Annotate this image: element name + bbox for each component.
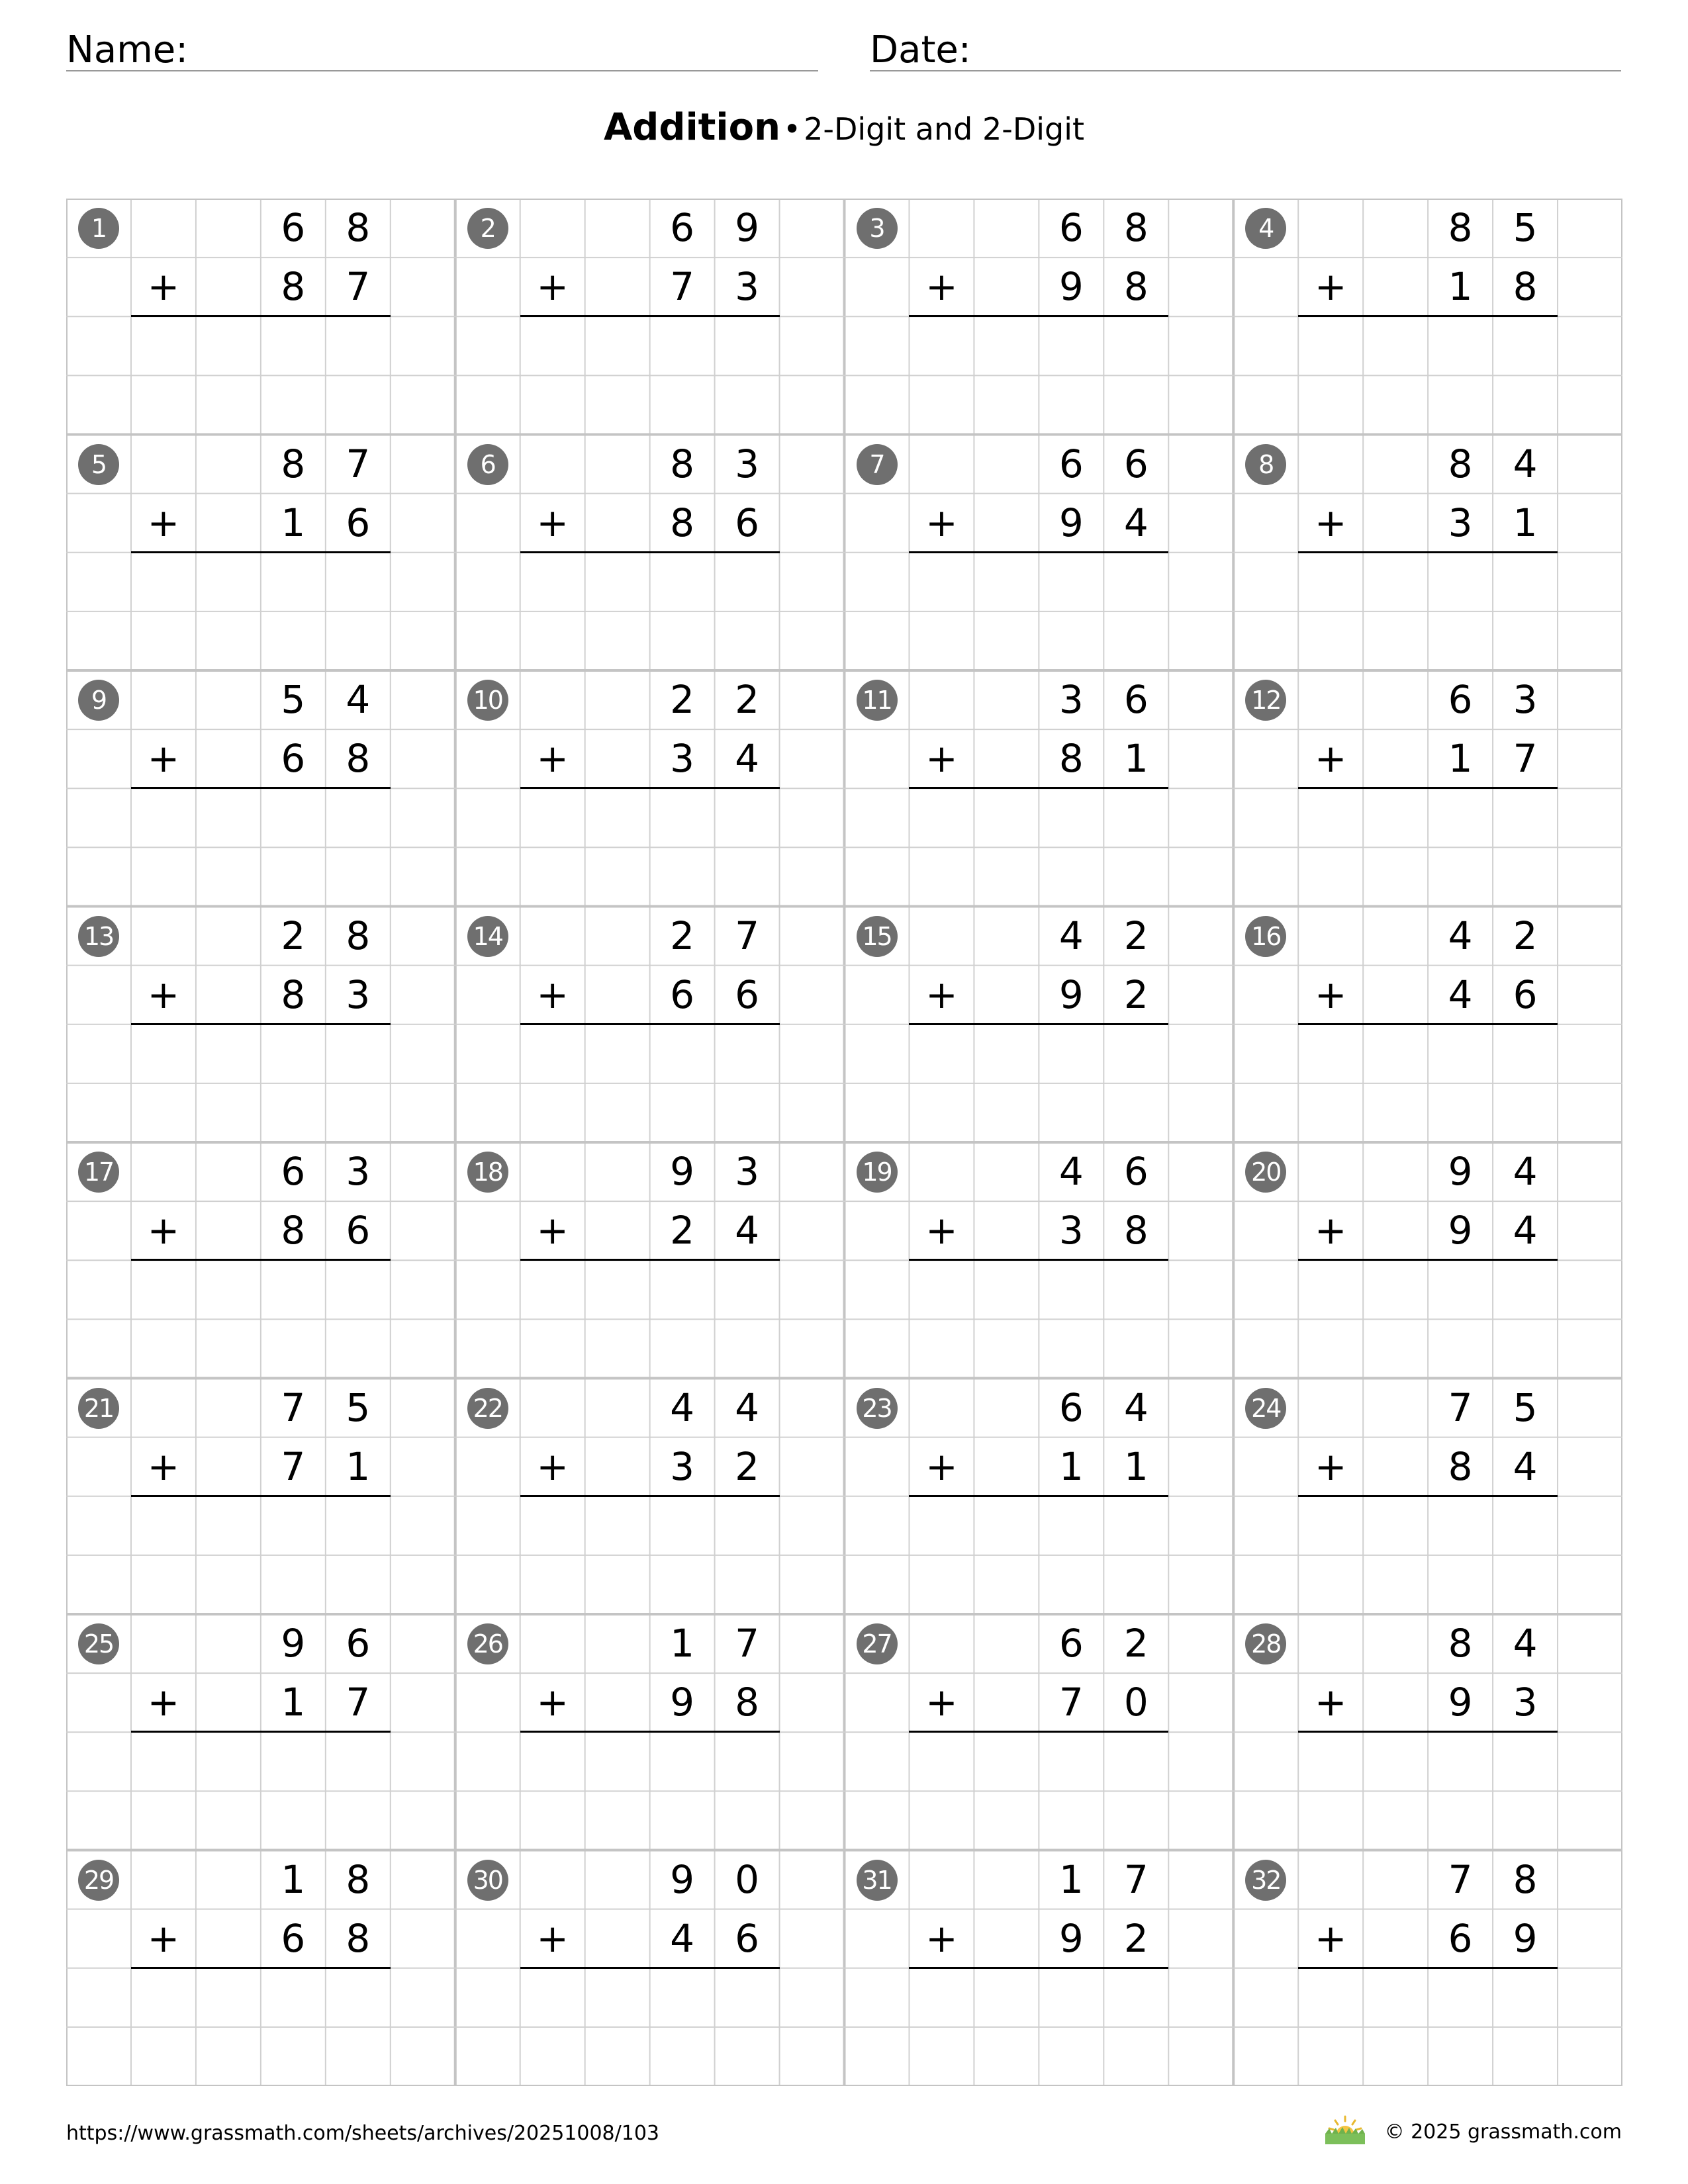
bottom-ones-digit: 6: [1513, 972, 1538, 1017]
problem-block: [66, 1850, 455, 2087]
top-ones-digit: 4: [346, 677, 371, 722]
answer-line: [909, 551, 1168, 553]
bottom-tens-digit: 7: [670, 264, 695, 310]
problem-number-badge: 9: [78, 680, 119, 721]
problem-block: [845, 670, 1234, 907]
bottom-tens-digit: 6: [670, 972, 695, 1017]
plus-sign: +: [147, 972, 180, 1017]
top-tens-digit: 1: [1058, 1856, 1084, 1902]
top-ones-digit: 6: [1123, 677, 1149, 722]
answer-line: [520, 1495, 780, 1497]
bottom-ones-digit: 1: [1123, 1443, 1149, 1489]
name-field[interactable]: [66, 25, 818, 71]
top-ones-digit: 6: [1123, 441, 1149, 486]
top-ones-digit: 4: [735, 1385, 759, 1430]
top-ones-digit: 7: [346, 441, 371, 486]
bottom-tens-digit: 9: [1058, 500, 1084, 545]
bottom-tens-digit: 9: [1058, 1915, 1084, 1961]
problem-number-badge: 5: [78, 444, 119, 485]
top-tens-digit: 6: [670, 205, 695, 250]
problem-number-badge: 8: [1245, 444, 1286, 485]
answer-line: [909, 1259, 1168, 1261]
problem-number-badge: 11: [857, 680, 898, 721]
top-tens-digit: 6: [1058, 1385, 1084, 1430]
title-main: Addition: [603, 106, 780, 149]
top-tens-digit: 4: [1448, 913, 1473, 958]
bottom-tens-digit: 7: [1058, 1680, 1084, 1725]
plus-sign: +: [536, 1680, 569, 1725]
top-ones-digit: 3: [1513, 677, 1538, 722]
top-tens-digit: 6: [1448, 677, 1473, 722]
top-tens-digit: 2: [281, 913, 306, 958]
plus-sign: +: [147, 500, 180, 545]
top-ones-digit: 4: [1513, 1149, 1538, 1194]
problem-block: [455, 1614, 845, 1850]
answer-line: [1298, 1023, 1558, 1025]
answer-line: [909, 1495, 1168, 1497]
problem-number-badge: 22: [467, 1388, 508, 1429]
top-tens-digit: 5: [281, 677, 306, 722]
problem-number-badge: 14: [467, 916, 508, 957]
answer-line: [909, 787, 1168, 789]
bottom-tens-digit: 6: [281, 1915, 306, 1961]
problem-number-badge: 12: [1245, 680, 1286, 721]
plus-sign: +: [536, 1915, 569, 1961]
problem-number-badge: 16: [1245, 916, 1286, 957]
top-ones-digit: 9: [735, 205, 759, 250]
plus-sign: +: [1314, 1443, 1347, 1489]
answer-line: [1298, 1967, 1558, 1969]
problem-number-badge: 1: [78, 208, 119, 249]
top-ones-digit: 5: [1513, 1385, 1538, 1430]
problem-block: [66, 435, 455, 671]
bottom-tens-digit: 3: [1448, 500, 1473, 545]
plus-sign: +: [925, 1208, 958, 1253]
problem-block: [455, 1850, 845, 2087]
answer-line: [520, 787, 780, 789]
top-tens-digit: 9: [670, 1856, 695, 1902]
plus-sign: +: [536, 972, 569, 1017]
top-tens-digit: 1: [670, 1621, 695, 1666]
bottom-tens-digit: 9: [670, 1680, 695, 1725]
problem-block: [66, 1614, 455, 1850]
answer-line: [131, 787, 391, 789]
top-ones-digit: 8: [1123, 205, 1149, 250]
bottom-ones-digit: 7: [346, 264, 371, 310]
top-ones-digit: 8: [346, 913, 371, 958]
plus-sign: +: [925, 1915, 958, 1961]
problem-block: [1233, 199, 1622, 435]
problem-block: [66, 199, 455, 435]
bottom-ones-digit: 8: [1513, 264, 1538, 310]
answer-line: [131, 551, 391, 553]
top-ones-digit: 8: [346, 205, 371, 250]
problem-number-badge: 13: [78, 916, 119, 957]
answer-line: [131, 1495, 391, 1497]
problem-block: [455, 670, 845, 907]
top-tens-digit: 8: [281, 441, 306, 486]
top-tens-digit: 8: [1448, 205, 1473, 250]
answer-line: [131, 1259, 391, 1261]
top-tens-digit: 2: [670, 913, 695, 958]
top-ones-digit: 8: [1513, 1856, 1538, 1902]
top-ones-digit: 7: [1123, 1856, 1149, 1902]
bottom-ones-digit: 4: [1513, 1208, 1538, 1253]
problem-grid: [66, 199, 1622, 2086]
plus-sign: +: [536, 500, 569, 545]
problem-block: [845, 199, 1234, 435]
plus-sign: +: [536, 1443, 569, 1489]
problem-block: [455, 1379, 845, 1615]
problem-number-badge: 27: [857, 1623, 898, 1664]
plus-sign: +: [1314, 972, 1347, 1017]
top-tens-digit: 8: [670, 441, 695, 486]
bottom-tens-digit: 8: [1448, 1443, 1473, 1489]
plus-sign: +: [147, 1208, 180, 1253]
top-tens-digit: 6: [1058, 205, 1084, 250]
problem-number-badge: 25: [78, 1623, 119, 1664]
top-ones-digit: 2: [735, 677, 759, 722]
top-tens-digit: 8: [1448, 441, 1473, 486]
plus-sign: +: [1314, 736, 1347, 782]
problem-block: [1233, 907, 1622, 1143]
plus-sign: +: [147, 736, 180, 782]
footer-url: https://www.grassmath.com/sheets/archives/20251008/103: [66, 2122, 660, 2145]
answer-line: [1298, 551, 1558, 553]
problem-number-badge: 21: [78, 1388, 119, 1429]
bottom-ones-digit: 3: [735, 264, 759, 310]
top-tens-digit: 6: [1058, 441, 1084, 486]
problem-number-badge: 29: [78, 1860, 119, 1901]
top-ones-digit: 7: [735, 913, 759, 958]
top-ones-digit: 2: [1123, 913, 1149, 958]
top-tens-digit: 4: [1058, 913, 1084, 958]
bottom-tens-digit: 4: [1448, 972, 1473, 1017]
bottom-ones-digit: 6: [735, 1915, 759, 1961]
top-tens-digit: 9: [1448, 1149, 1473, 1194]
problem-block: [455, 907, 845, 1143]
problem-number-badge: 6: [467, 444, 508, 485]
bottom-ones-digit: 6: [735, 500, 759, 545]
top-ones-digit: 3: [346, 1149, 371, 1194]
bottom-tens-digit: 8: [1058, 736, 1084, 782]
top-ones-digit: 2: [1513, 913, 1538, 958]
top-ones-digit: 6: [1123, 1149, 1149, 1194]
bottom-ones-digit: 3: [1513, 1680, 1538, 1725]
problem-number-badge: 2: [467, 208, 508, 249]
problem-number-badge: 19: [857, 1152, 898, 1193]
answer-line: [909, 1967, 1168, 1969]
bottom-tens-digit: 2: [670, 1208, 695, 1253]
plus-sign: +: [536, 1208, 569, 1253]
top-ones-digit: 7: [735, 1621, 759, 1666]
top-ones-digit: 3: [735, 1149, 759, 1194]
plus-sign: +: [147, 1443, 180, 1489]
bottom-ones-digit: 8: [1123, 264, 1149, 310]
bottom-ones-digit: 1: [1123, 736, 1149, 782]
bottom-ones-digit: 1: [346, 1443, 371, 1489]
bottom-ones-digit: 9: [1513, 1915, 1538, 1961]
plus-sign: +: [147, 264, 180, 310]
bottom-tens-digit: 9: [1058, 972, 1084, 1017]
answer-line: [131, 1731, 391, 1733]
problem-block: [66, 1379, 455, 1615]
answer-line: [1298, 1731, 1558, 1733]
answer-line: [1298, 787, 1558, 789]
bottom-tens-digit: 6: [1448, 1915, 1473, 1961]
problem-block: [845, 907, 1234, 1143]
problem-block: [455, 1142, 845, 1379]
top-ones-digit: 4: [1123, 1385, 1149, 1430]
problem-number-badge: 23: [857, 1388, 898, 1429]
answer-line: [1298, 1259, 1558, 1261]
problem-number-badge: 32: [1245, 1860, 1286, 1901]
top-ones-digit: 4: [1513, 441, 1538, 486]
bottom-ones-digit: 8: [735, 1680, 759, 1725]
plus-sign: +: [925, 264, 958, 310]
top-ones-digit: 5: [1513, 205, 1538, 250]
answer-line: [520, 1967, 780, 1969]
top-ones-digit: 8: [346, 1856, 371, 1902]
answer-line: [909, 315, 1168, 317]
top-tens-digit: 6: [281, 205, 306, 250]
name-label: Name:: [66, 28, 189, 71]
top-ones-digit: 5: [346, 1385, 371, 1430]
plus-sign: +: [147, 1680, 180, 1725]
top-tens-digit: 7: [1448, 1856, 1473, 1902]
bottom-tens-digit: 1: [281, 1680, 306, 1725]
bottom-tens-digit: 3: [1058, 1208, 1084, 1253]
bottom-tens-digit: 6: [281, 736, 306, 782]
answer-line: [520, 1023, 780, 1025]
problem-block: [845, 1614, 1234, 1850]
top-tens-digit: 3: [1058, 677, 1084, 722]
plus-sign: +: [1314, 1208, 1347, 1253]
footer-brand: [1324, 2115, 1622, 2148]
footer-copyright: © 2025 grassmath.com: [1384, 2120, 1622, 2144]
plus-sign: +: [1314, 500, 1347, 545]
bottom-tens-digit: 8: [281, 972, 306, 1017]
problem-block: [845, 1379, 1234, 1615]
bottom-ones-digit: 7: [1513, 736, 1538, 782]
bottom-tens-digit: 9: [1448, 1680, 1473, 1725]
top-tens-digit: 8: [1448, 1621, 1473, 1666]
top-tens-digit: 6: [1058, 1621, 1084, 1666]
problem-number-badge: 17: [78, 1152, 119, 1193]
top-tens-digit: 2: [670, 677, 695, 722]
problem-block: [1233, 670, 1622, 907]
problem-number-badge: 30: [467, 1860, 508, 1901]
answer-line: [909, 1023, 1168, 1025]
answer-line: [131, 1967, 391, 1969]
top-ones-digit: 6: [346, 1621, 371, 1666]
grass-sun-logo-icon: [1324, 2115, 1366, 2149]
answer-line: [520, 1259, 780, 1261]
bottom-ones-digit: 4: [1123, 500, 1149, 545]
problem-number-badge: 28: [1245, 1623, 1286, 1664]
bottom-ones-digit: 3: [346, 972, 371, 1017]
answer-line: [520, 1731, 780, 1733]
problem-number-badge: 26: [467, 1623, 508, 1664]
top-tens-digit: 6: [281, 1149, 306, 1194]
problem-block: [66, 907, 455, 1143]
worksheet-title: [0, 106, 1688, 149]
answer-line: [1298, 1495, 1558, 1497]
bottom-ones-digit: 2: [1123, 972, 1149, 1017]
bottom-tens-digit: 9: [1448, 1208, 1473, 1253]
date-field[interactable]: [870, 25, 1621, 71]
top-tens-digit: 4: [670, 1385, 695, 1430]
plus-sign: +: [1314, 1915, 1347, 1961]
problem-number-badge: 31: [857, 1860, 898, 1901]
bottom-ones-digit: 8: [1123, 1208, 1149, 1253]
bottom-tens-digit: 1: [281, 500, 306, 545]
plus-sign: +: [1314, 1680, 1347, 1725]
problem-block: [1233, 1142, 1622, 1379]
top-ones-digit: 2: [1123, 1621, 1149, 1666]
bottom-ones-digit: 4: [1513, 1443, 1538, 1489]
bottom-tens-digit: 8: [281, 1208, 306, 1253]
bottom-tens-digit: 1: [1448, 736, 1473, 782]
bottom-ones-digit: 1: [1513, 500, 1538, 545]
bottom-tens-digit: 7: [281, 1443, 306, 1489]
answer-line: [131, 315, 391, 317]
bottom-ones-digit: 8: [346, 1915, 371, 1961]
bottom-tens-digit: 9: [1058, 264, 1084, 310]
answer-line: [520, 315, 780, 317]
bottom-ones-digit: 4: [735, 736, 759, 782]
problem-block: [66, 670, 455, 907]
top-tens-digit: 9: [670, 1149, 695, 1194]
problem-block: [455, 435, 845, 671]
problem-block: [66, 1142, 455, 1379]
title-separator: •: [782, 111, 802, 147]
bottom-tens-digit: 1: [1058, 1443, 1084, 1489]
bottom-ones-digit: 6: [735, 972, 759, 1017]
top-tens-digit: 7: [281, 1385, 306, 1430]
top-ones-digit: 4: [1513, 1621, 1538, 1666]
top-tens-digit: 7: [1448, 1385, 1473, 1430]
bottom-tens-digit: 4: [670, 1915, 695, 1961]
top-tens-digit: 1: [281, 1856, 306, 1902]
top-ones-digit: 0: [735, 1856, 759, 1902]
bottom-tens-digit: 8: [670, 500, 695, 545]
problem-block: [1233, 435, 1622, 671]
bottom-ones-digit: 6: [346, 1208, 371, 1253]
plus-sign: +: [925, 1443, 958, 1489]
bottom-ones-digit: 2: [735, 1443, 759, 1489]
bottom-tens-digit: 3: [670, 736, 695, 782]
problem-number-badge: 7: [857, 444, 898, 485]
plus-sign: +: [925, 1680, 958, 1725]
problem-number-badge: 20: [1245, 1152, 1286, 1193]
problem-block: [845, 1850, 1234, 2087]
problem-number-badge: 18: [467, 1152, 508, 1193]
problem-block: [845, 1142, 1234, 1379]
plus-sign: +: [925, 972, 958, 1017]
bottom-ones-digit: 2: [1123, 1915, 1149, 1961]
plus-sign: +: [1314, 264, 1347, 310]
problem-block: [845, 435, 1234, 671]
plus-sign: +: [536, 736, 569, 782]
problem-number-badge: 3: [857, 208, 898, 249]
problem-block: [1233, 1614, 1622, 1850]
date-label: Date:: [870, 28, 971, 71]
plus-sign: +: [925, 736, 958, 782]
bottom-tens-digit: 1: [1448, 264, 1473, 310]
problem-number-badge: 10: [467, 680, 508, 721]
bottom-ones-digit: 8: [346, 736, 371, 782]
bottom-tens-digit: 3: [670, 1443, 695, 1489]
problem-number-badge: 4: [1245, 208, 1286, 249]
bottom-ones-digit: 6: [346, 500, 371, 545]
plus-sign: +: [147, 1915, 180, 1961]
bottom-ones-digit: 4: [735, 1208, 759, 1253]
problem-block: [1233, 1379, 1622, 1615]
top-tens-digit: 4: [1058, 1149, 1084, 1194]
answer-line: [909, 1731, 1168, 1733]
bottom-tens-digit: 8: [281, 264, 306, 310]
answer-line: [131, 1023, 391, 1025]
answer-line: [1298, 315, 1558, 317]
bottom-ones-digit: 0: [1123, 1680, 1149, 1725]
answer-line: [520, 551, 780, 553]
top-ones-digit: 3: [735, 441, 759, 486]
problem-block: [455, 199, 845, 435]
title-subtitle: 2-Digit and 2-Digit: [804, 111, 1085, 147]
plus-sign: +: [536, 264, 569, 310]
problem-block: [1233, 1850, 1622, 2087]
bottom-ones-digit: 7: [346, 1680, 371, 1725]
problem-number-badge: 15: [857, 916, 898, 957]
plus-sign: +: [925, 500, 958, 545]
problem-number-badge: 24: [1245, 1388, 1286, 1429]
top-tens-digit: 9: [281, 1621, 306, 1666]
